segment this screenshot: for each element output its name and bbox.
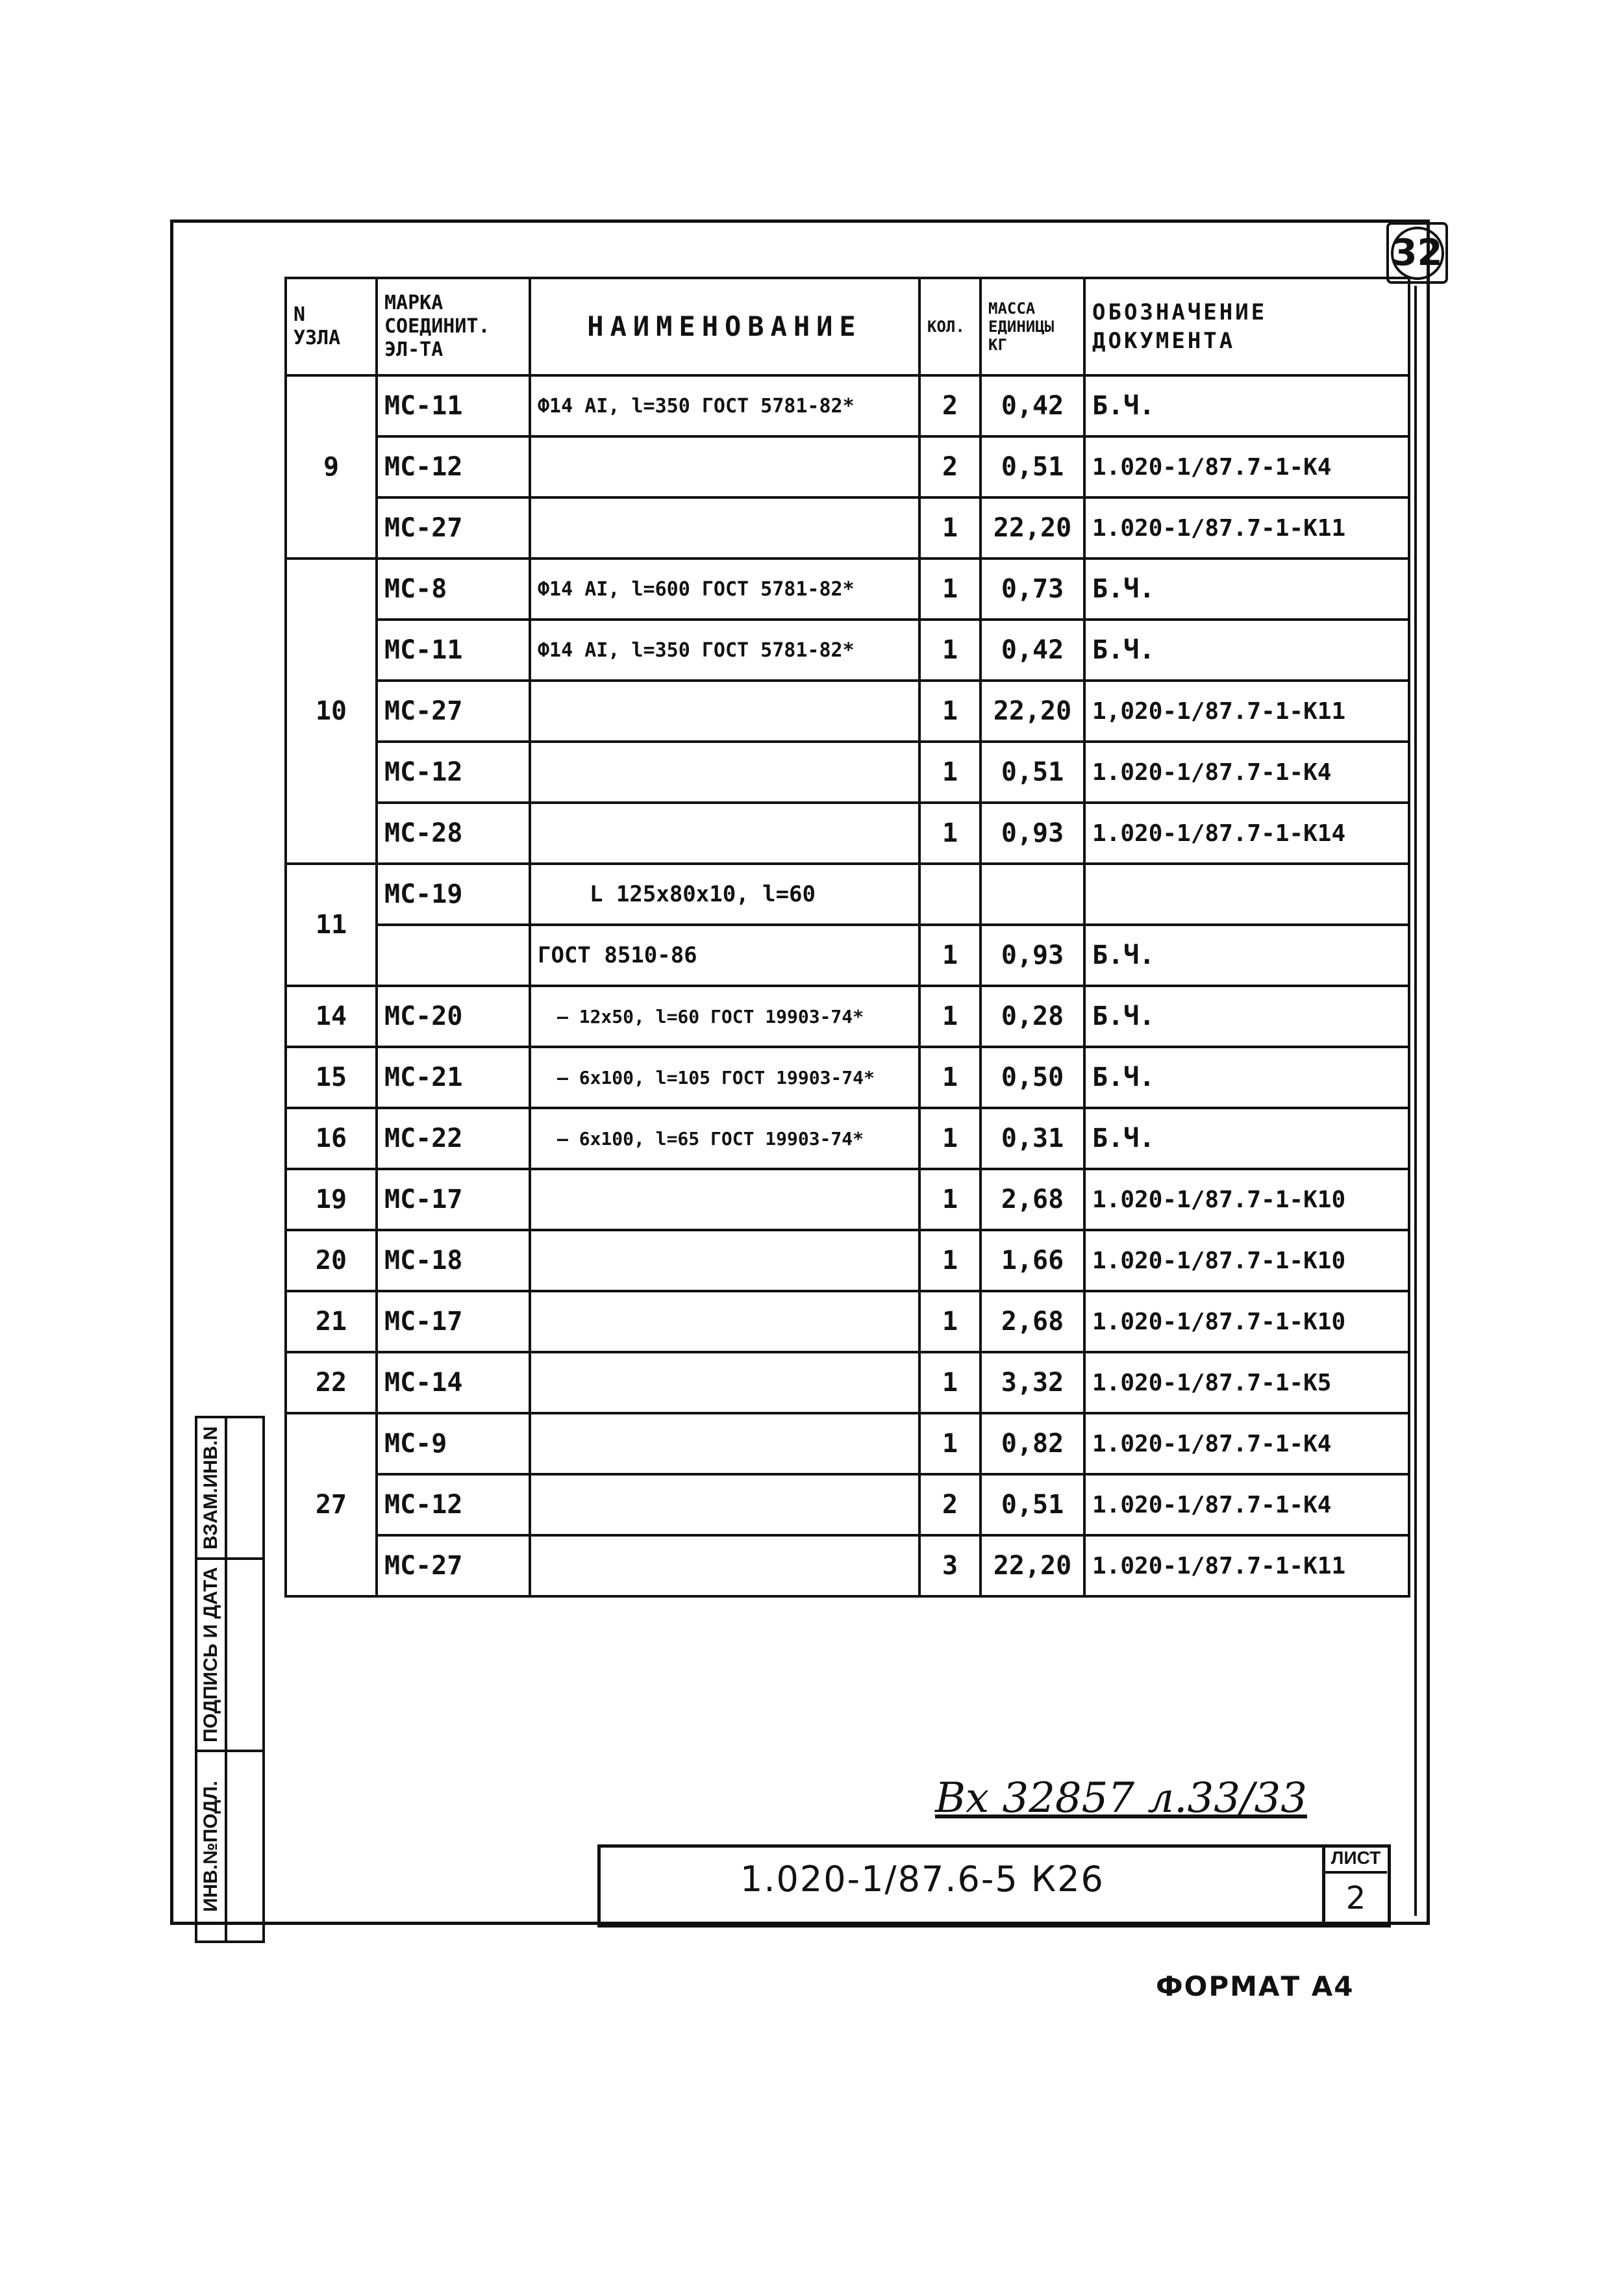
qty-cell: 1 [919,620,981,681]
node-cell: 11 [286,864,377,986]
mass-cell: 0,73 [981,559,1084,620]
name-cell: Ф14 AI, l=350 ГОСТ 5781-82* [530,375,919,436]
name-cell: — 6x100, l=65 ГОСТ 19903-74* [530,1108,919,1169]
stamp-inv-podl: ИНВ.№ПОДЛ. [195,1750,227,1943]
mass-cell: 0,42 [981,375,1084,436]
mass-cell [981,864,1084,925]
stamp-vzam-inv: ВЗАМ.ИНВ.N [195,1416,227,1560]
name-cell [530,436,919,497]
mass-cell: 1,66 [981,1230,1084,1291]
name-cell [530,681,919,742]
name-cell: Ф14 AI, l=600 ГОСТ 5781-82* [530,559,919,620]
doc-cell: 1.020-1/87.7-1-К10 [1084,1169,1409,1230]
format-label: ФОРМАТ А4 [1156,1970,1355,2002]
specification-table [284,277,1410,1598]
qty-cell: 1 [919,1169,981,1230]
qty-cell: 1 [919,986,981,1047]
qty-cell: 1 [919,1047,981,1108]
qty-cell: 2 [919,375,981,436]
name-cell: — 6x100, l=105 ГОСТ 19903-74* [530,1047,919,1108]
node-cell: 16 [286,1108,377,1169]
mark-cell: МС-20 [377,986,530,1047]
node-cell: 9 [286,375,377,559]
name-cell: — 12x50, l=60 ГОСТ 19903-74* [530,986,919,1047]
col-doc-header: ОБОЗНАЧЕНИЕ ДОКУМЕНТА [1084,278,1409,375]
mark-cell: МС-27 [377,497,530,559]
mark-cell: МС-9 [377,1413,530,1474]
qty-cell: 1 [919,1352,981,1413]
table-row [286,803,1409,864]
table-row [286,497,1409,559]
sheet-number-box [1386,222,1448,284]
mark-cell: МС-19 [377,864,530,925]
name-cell: L 125x80x10, l=60 [530,864,919,925]
qty-cell: 3 [919,1535,981,1596]
document-code: 1.020-1/87.6-5 К26 [740,1859,1105,1900]
mass-cell: 0,93 [981,925,1084,986]
mark-cell: МС-14 [377,1352,530,1413]
stamp-value-cell [225,1416,265,1560]
doc-cell: 1.020-1/87.7-1-К11 [1084,1535,1409,1596]
node-cell: 22 [286,1352,377,1413]
node-cell: 20 [286,1230,377,1291]
mark-cell: МС-12 [377,436,530,497]
name-cell [530,497,919,559]
node-cell: 19 [286,1169,377,1230]
table-row [286,1352,1409,1413]
mass-cell: 22,20 [981,681,1084,742]
mark-cell: МС-27 [377,681,530,742]
mass-cell: 3,32 [981,1352,1084,1413]
mass-cell: 0,31 [981,1108,1084,1169]
mark-cell: МС-21 [377,1047,530,1108]
doc-cell [1084,864,1409,925]
mass-cell: 22,20 [981,497,1084,559]
mass-cell: 0,51 [981,1474,1084,1535]
mark-cell: МС-27 [377,1535,530,1596]
name-cell [530,1474,919,1535]
doc-cell: 1,020-1/87.7-1-К11 [1084,681,1409,742]
qty-cell: 1 [919,1230,981,1291]
mark-cell: МС-17 [377,1291,530,1352]
doc-cell: 1.020-1/87.7-1-К10 [1084,1230,1409,1291]
name-cell: ГОСТ 8510-86 [530,925,919,986]
sheet-value: 2 [1345,1880,1366,1916]
sheet-number-circled: 32 [1391,227,1444,280]
doc-cell: Б.Ч. [1084,925,1409,986]
frame-inner-line [1414,286,1417,1916]
mark-cell: МС-17 [377,1169,530,1230]
mass-cell: 2,68 [981,1291,1084,1352]
table-row [286,620,1409,681]
table-row [286,986,1409,1047]
mass-cell: 0,28 [981,986,1084,1047]
table-header-row [286,278,1409,375]
table-row [286,1535,1409,1596]
mass-cell: 0,82 [981,1413,1084,1474]
doc-cell: 1.020-1/87.7-1-К4 [1084,742,1409,803]
table-row [286,864,1409,925]
mark-cell [377,925,530,986]
doc-cell: 1.020-1/87.7-1-К4 [1084,1474,1409,1535]
name-cell [530,1413,919,1474]
table-row [286,681,1409,742]
approval-stamp-column [195,1416,266,1943]
col-name-header: НАИМЕНОВАНИЕ [530,278,919,375]
qty-cell: 1 [919,1108,981,1169]
mark-cell: МС-11 [377,620,530,681]
table-row [286,559,1409,620]
table-row [286,436,1409,497]
col-qty-header: КОЛ. [919,278,981,375]
col-mass-header: МАССА ЕДИНИЦЫ КГ [981,278,1084,375]
doc-cell: Б.Ч. [1084,1047,1409,1108]
name-cell [530,1169,919,1230]
name-cell [530,1535,919,1596]
mark-cell: МС-18 [377,1230,530,1291]
qty-cell: 1 [919,681,981,742]
mark-cell: МС-28 [377,803,530,864]
qty-cell: 1 [919,1413,981,1474]
node-cell: 15 [286,1047,377,1108]
col-node-header: N УЗЛА [286,278,377,375]
table-row [286,1413,1409,1474]
name-cell [530,803,919,864]
node-cell: 14 [286,986,377,1047]
name-cell [530,1291,919,1352]
doc-cell: Б.Ч. [1084,986,1409,1047]
qty-cell: 1 [919,742,981,803]
table-row [286,1047,1409,1108]
mark-cell: МС-8 [377,559,530,620]
node-cell: 10 [286,559,377,864]
doc-cell: 1.020-1/87.7-1-К5 [1084,1352,1409,1413]
name-cell: Ф14 AI, l=350 ГОСТ 5781-82* [530,620,919,681]
sheet-label: ЛИСТ [1325,1848,1387,1874]
stamp-signature-date: ПОДПИСЬ И ДАТА [195,1557,227,1752]
doc-cell: 1.020-1/87.7-1-К4 [1084,436,1409,497]
name-cell [530,1230,919,1291]
mass-cell: 0,51 [981,742,1084,803]
mark-cell: МС-11 [377,375,530,436]
mass-cell: 0,51 [981,436,1084,497]
table-row [286,742,1409,803]
table-row [286,1169,1409,1230]
name-cell [530,742,919,803]
inventory-handwritten-note: Вх 32857 л.33/33 [935,1774,1307,1822]
qty-cell: 1 [919,803,981,864]
qty-cell: 1 [919,559,981,620]
table-row [286,1474,1409,1535]
name-cell [530,1352,919,1413]
qty-cell: 1 [919,497,981,559]
node-cell: 27 [286,1413,377,1596]
mark-cell: МС-12 [377,1474,530,1535]
doc-cell: 1.020-1/87.7-1-К10 [1084,1291,1409,1352]
mass-cell: 22,20 [981,1535,1084,1596]
doc-cell: Б.Ч. [1084,559,1409,620]
mark-cell: МС-22 [377,1108,530,1169]
col-mark-header: МАРКА СОЕДИНИТ. ЭЛ-ТА [377,278,530,375]
qty-cell: 2 [919,1474,981,1535]
mass-cell: 2,68 [981,1169,1084,1230]
doc-cell: Б.Ч. [1084,375,1409,436]
qty-cell [919,864,981,925]
doc-cell: 1.020-1/87.7-1-К4 [1084,1413,1409,1474]
doc-cell: 1.020-1/87.7-1-К11 [1084,497,1409,559]
qty-cell: 1 [919,1291,981,1352]
table-row [286,925,1409,986]
stamp-value-cell [225,1750,265,1943]
mark-cell: МС-12 [377,742,530,803]
table-row [286,1230,1409,1291]
stamp-value-cell [225,1557,265,1752]
mass-cell: 0,50 [981,1047,1084,1108]
table-row [286,1108,1409,1169]
table-row [286,1291,1409,1352]
qty-cell: 2 [919,436,981,497]
mass-cell: 0,42 [981,620,1084,681]
qty-cell: 1 [919,925,981,986]
mass-cell: 0,93 [981,803,1084,864]
doc-cell: Б.Ч. [1084,1108,1409,1169]
doc-cell: 1.020-1/87.7-1-К14 [1084,803,1409,864]
doc-cell: Б.Ч. [1084,620,1409,681]
table-row [286,375,1409,436]
node-cell: 21 [286,1291,377,1352]
